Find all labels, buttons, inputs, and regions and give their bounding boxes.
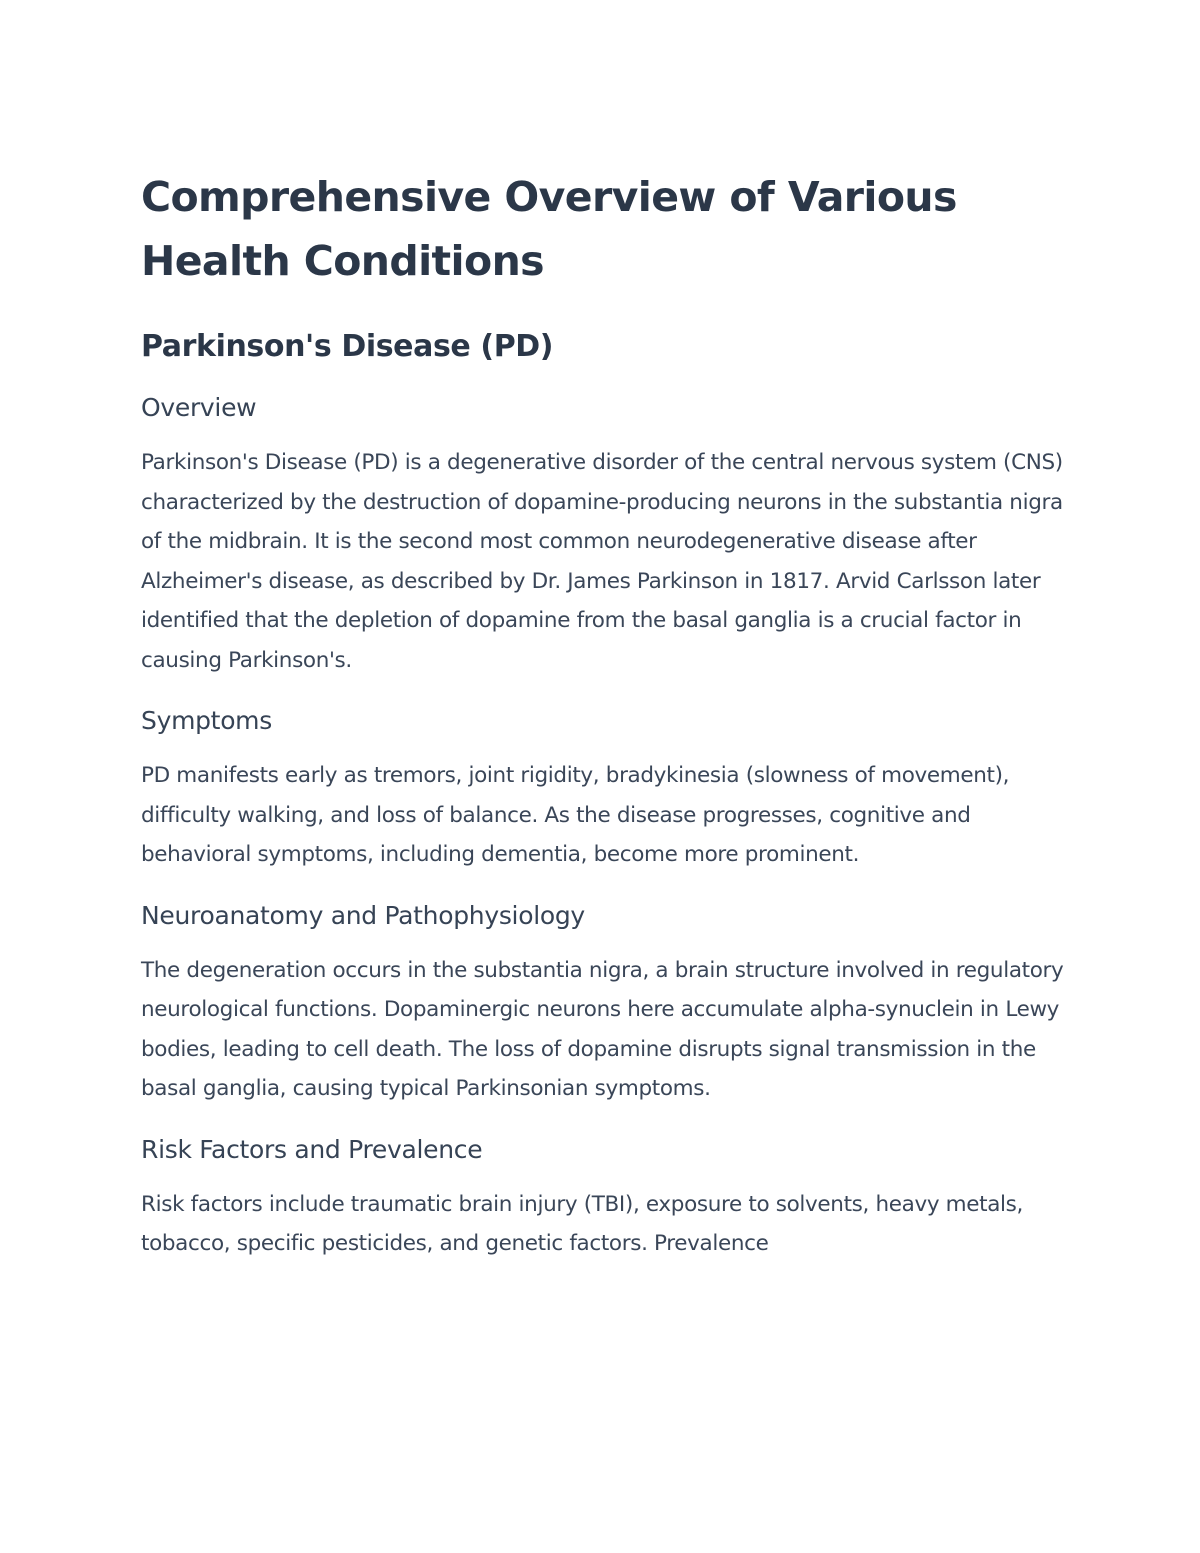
paragraph-symptoms: PD manifests early as tremors, joint rigidity, bradykinesia (slowness of movement), difficulty walking, and loss of balance. As the disease progresses, cognitive and behavioral symptoms, including dementia, become more prominent. xyxy=(141,763,1010,867)
subsection-heading-risk-factors: Risk Factors and Prevalence xyxy=(141,1134,483,1164)
paragraph-neuroanatomy: The degeneration occurs in the substantia nigra, a brain structure involved in regulatory neurological functions. Dopaminergic neurons here accumulate alpha-synuclein in Lewy bodies, leading to cell death. The loss of dopamine disrupts signal transmission in the basal ganglia, causing typical Parkinsonian symptoms. xyxy=(141,957,1064,1101)
section-heading-parkinsons: Parkinson's Disease (PD) xyxy=(141,329,554,364)
subsection-heading-overview: Overview xyxy=(141,393,257,422)
subsection-heading-neuroanatomy: Neuroanatomy and Pathophysiology xyxy=(141,900,585,930)
subsection-heading-symptoms: Symptoms xyxy=(141,706,272,735)
document-page xyxy=(141,165,1071,1264)
paragraph-overview: Parkinson's Disease (PD) is a degenerative disorder of the central nervous system (CNS) characterized by the destruction of dopamine-producing neurons in the substantia nigra of the midbrain. It is the second most common neurodegenerative disease after Alzheimer's disease, as described by Dr. James Parkinson in 1817. Arvid Carlsson later identified that the depletion of dopamine from the basal ganglia is a crucial factor in causing Parkinson's. xyxy=(141,450,1063,673)
document-title: Comprehensive Overview of Various Health Conditions xyxy=(141,173,957,285)
paragraph-risk-factors: Risk factors include traumatic brain injury (TBI), exposure to solvents, heavy metals, tobacco, specific pesticides, and genetic factors. Prevalence xyxy=(141,1191,1024,1256)
